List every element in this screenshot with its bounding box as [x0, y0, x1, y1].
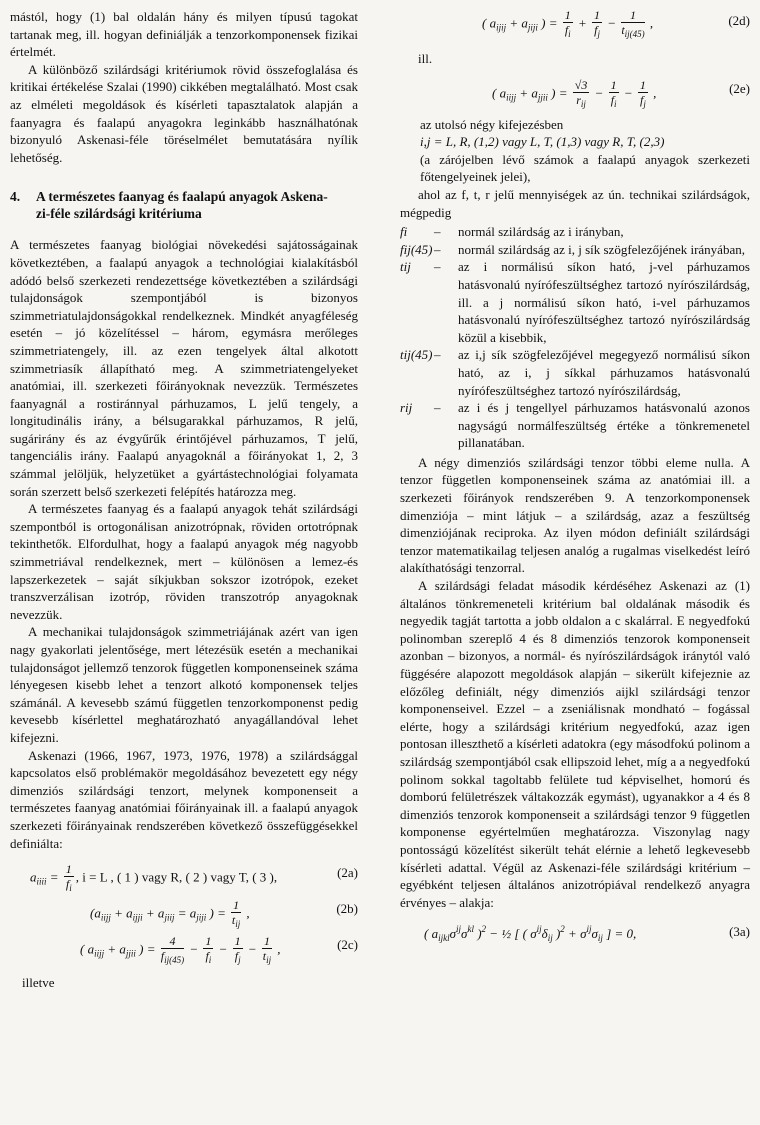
- paragraph-askenazi: Askenazi (1966, 1967, 1973, 1976, 1978) a szilárdsággal kapcsolatos első problémakör megoldásához bevezetett egy négy dimenziós szilárdsági tenzort, melynek komponenseit a természetes faanyag anatómiai főirányainak ill. a faalapú anyagok szerkezeti főirányainak rendszerében következő összefüggésekkel definiálta:: [10, 747, 358, 851]
- equation-2b-tag: (2b): [336, 901, 358, 917]
- definition-row: fi – normál szilárdság az i irányban,: [400, 223, 750, 241]
- paragraph-second-question: A szilárdsági feladat második kérdéséhez Askenazi az (1) általános tönkremeneteli kritérium bal oldalának második és negyedik tagját tartotta a jobb oldalon a c skalárral. E negyedfokú polinomban szereplő 4 és 8 dimenziós tenzorok komponenseit azonban – bizonyos, a normál- és nyírószilárdságok iránytól való függésére alapozott megoldások alapján – sikerült kifejeznie az előzőleg definiált, négy dimenziós aijkl szilárdsági tenzor komponenseivel. Ezzel – a zseniálisnak mondható – fogással elérte, hogy a szilárdsági kritérium negyedfokú, azaz igen pontosan illeszthető a kísérleti adatokra (egy másodfokú polinom a szilárdság szempontjából csak ellipszoid lehet, míg a a negyedfokú polinom sokkal tagoltabb felülete tud képviselhet, homorú és domború felületrészek váltakozzák egymást), ugyanakkor a 4 és 8 dimenziós tenzorok komponenseit a szilárdsági tenzor 9 független komponense egyértelműen meghatározza. Viszonylag nagy pontosságú közelítést sikerült tehát elérnie a lehető legkevesebb kísérleti adattal. Végül az Askenazi-féle szilárdsági kritérium – egyébként teljesen általános anizotrópiával rendelkező anyagra érvényes – alakja:: [400, 578, 750, 910]
- section-heading: [10, 188, 358, 222]
- definition-symbol: rij: [400, 400, 413, 416]
- definition-text: normál szilárdság az i, j sík szögfelezőjének irányában,: [458, 241, 745, 257]
- equation-3a-tag: (3a): [729, 924, 750, 940]
- equation-2d-tag: (2d): [728, 13, 750, 28]
- definition-row: rij – az i és j tengellyel párhuzamos hatásvonalú azonos nagyságú normálfeszültség értéke a tönkremenetel pillanatában.: [400, 400, 750, 451]
- definition-text: az i normálisú síkon ható, j-vel párhuzamos hatásvonalú nyírófeszültséghez tartozó nyírószilárdság, ill. a j normálisú síkon ható, i-vel párhuzamos hatásvonalú nyírófeszültséghez tartozó nyírószilárdság közül a kisebbik,: [458, 259, 750, 345]
- equation-2a: $a_{iiii}$ = $\frac{1}{f_i}$ , i = L , ( 1 ) vagy R, ( 2 ) vagy T, ( 3 ), (2a): [30, 862, 358, 894]
- right-column: [400, 8, 750, 953]
- equation-2a-tag: (2a): [337, 865, 358, 881]
- equation-2e: ( $a_{iijj} + a_{jjii}$ ) = $\frac{√3}{r_{ij}}$ − $\frac{1}{f_i}$ − $\frac{1}{f_j}$ , (2e): [492, 77, 750, 109]
- equation-2a-conditions: i = L , ( 1 ) vagy R, ( 2 ) vagy T, ( 3 ),: [82, 869, 278, 885]
- equation-2e-tag: (2e): [729, 80, 750, 96]
- definition-text: az i,j sík szögfelezőjével megegyező normálisú síkon ható, az i, j síkkal párhuzamos hatásvonalú nyírófeszültséghez tartozó nyírószilárdság,: [458, 347, 750, 398]
- equation-3a: ( $a_{ijkl}\sigma^{ij}\sigma^{kl}$ )$^2$ − ½ [ ( $\sigma^{ij}\delta_{ij}$ )$^2 + \sigma^{ij}\sigma_{ij}$ ] = 0, (3a): [424, 924, 750, 944]
- definition-text: normál szilárdság az i irányban,: [458, 224, 624, 240]
- definition-symbol: fij(45): [400, 241, 433, 257]
- equation-2c: ( $a_{iijj} + a_{jjii}$ ) = $\frac{4}{f_{ij(45)}}$ − $\frac{1}{f_i}$ − $\frac{1}{f_j}$ − $\frac{1}{t_{ij}}$ , (2c): [80, 934, 358, 966]
- where-text: ahol az f, t, r jelű mennyiségek az ún. technikai szilárdságok, mégpedig: [400, 186, 750, 220]
- definition-symbol: tij: [400, 259, 411, 275]
- equation-2c-tag: (2c): [337, 937, 358, 953]
- last-four-text: az utolsó négy kifejezésben: [420, 116, 564, 132]
- left-column: [10, 8, 358, 992]
- section-number: 4.: [10, 189, 21, 205]
- definition-row: fij(45) – normál szilárdság az i, j sík szögfelezőjének irányában,: [400, 241, 750, 259]
- definition-list: [400, 223, 750, 452]
- paren-note: (a zárójelben lévő számok a faalapú anyagok szerkezeti főtengelyeinek jelei),: [420, 151, 750, 185]
- ij-definition: i,j = L, R, (1,2) vagy L, T, (1,3) vagy R, T, (2,3): [420, 134, 665, 150]
- ill-text: ill.: [418, 51, 433, 66]
- paragraph-szalai: A különböző szilárdsági kritériumok rövid összefoglalása és kritikai értékelése Szalai (1990) cikkében megtalálható. Most csak az elméleti megoldások és kísérleti tapasztalatok alapján a faanyagra és faalapú anyagokra leginkább használhatónak bizonyuló Askenasi-féle töréselmélet bemutatására nyílik lehetőség.: [10, 61, 358, 165]
- paragraph-orthotropic: A természetes faanyag és a faalapú anyagok tehát szilárdsági szempontból is ortogonálisan anizotrópnak, röviden ortotrópnak tekinthetők. Elfordulhat, hogy a faalapú anyagok még nagyobb szimmetriával rendelkeznek, mert – különösen a lemez-és lapszerkezetek – saját síkjukban sokszor izotrópok, ezeket transzverzálisan izotróp, röviden transzotróp anyagoknak nevezzük.: [10, 501, 358, 622]
- section-heading-line1: A természetes faanyag és faalapú anyagok Askena-: [36, 189, 328, 205]
- equation-2d: ( $a_{ijij} + a_{jiji}$ ) = $\frac{1}{f_i}$ + $\frac{1}{f_j}$ − $\frac{1}{t_{ij(45)}}$ , (2d): [482, 8, 750, 39]
- definition-text: az i és j tengellyel párhuzamos hatásvonalú azonos nagyságú normálfeszültség értéke a tönkremenetel pillanatában.: [458, 400, 750, 451]
- definition-symbol: fi: [400, 224, 408, 240]
- paragraph-mechanical: A mechanikai tulajdonságok szimmetriájának azért van igen nagy gyakorlati jelentősége, mert létezésük esetén a mechanikai tulajdonságot jellemző tenzorok független komponenseinek száma lényegesen kisebb lehet a tenzort alkotó komponensek teljes számánál. A kevesebb számú független tenzorkomponenst pedig kevesebb kísérlettel meghatározható anyagállandóval lehet kifejezni.: [10, 624, 358, 745]
- definition-row: tij – az i normálisú síkon ható, j-vel párhuzamos hatásvonalú nyírófeszültséghez tartozó nyírószilárdság, ill. a j normálisú síkon ható, i-vel párhuzamos hatásvonalú nyírófeszültséghez tartozó nyírószilárdság közül a kisebbik,: [400, 259, 750, 345]
- definition-symbol: tij(45): [400, 347, 433, 363]
- section-heading-line2: zi-féle szilárdsági kritériuma: [36, 206, 202, 222]
- illetve-text: illetve: [22, 975, 55, 991]
- equation-2b: ($a_{iijj} + a_{ijji} + a_{jiij} = a_{jiji}$ ) = $\frac{1}{t_{ij}}$ , (2b): [90, 898, 358, 930]
- definition-row: tij(45) – az i,j sík szögfelezőjével megegyező normálisú síkon ható, az i, j síkkal párhuzamos hatásvonalú nyírófeszültséghez tartozó nyírószilárdság,: [400, 347, 750, 398]
- paragraph-natural-wood: A természetes faanyag biológiai növekedési sajátosságainak következtében, a faalapú anyagok a technológiai kialakításból adódó belső szerkezeti rendezettsége következtében a szilárdsági tulajdonságok szempontjából is bizonyos szimmetriatulajdonságokkal rendelkeznek. Mindkét anyagféleség esetén – jó közelítéssel – három, egymásra merőleges szimmetriatengely, ill. az ezen tengelyek által alkotott szimmetriasík állapítható meg. A szimmetriatengelyeket anatómiai, ill. szerkezeti főirányoknak nevezzük. Természetes faanyagnál a rostiránnyal párhuzamos, L jelű tengely, a longitudinális irány, a bélsugarakkal párhuzamos, R jelű, sugárirány és az évgyűrűk érintőjével párhuzamos, T jelű, tangenciális irány. Faalapú anyagoknál a főirányokat 1, 2, 3 számmal jelöljük, helyzetüket a gyártástechnológiai folyamata során szerzett belső szerkezeti felépítés határozza meg.: [10, 237, 358, 499]
- intro-paragraph: mástól, hogy (1) bal oldalán hány és milyen típusú tagokat tartanak meg, ill. hogyan definiálják a tenzorkomponensek fizikai értelmét.: [10, 9, 358, 60]
- paragraph-four-dim: A négy dimenziós szilárdsági tenzor többi eleme nulla. A tenzor független komponenseinek száma az anatómiai ill. a szerkezeti főirányok rendszerében 9. A tenzorkomponensek dimenziója – mint látjuk – a szilárdság, azaz a feszültség dimenziójának reciproka. Az ilyen módon definiált szilárdsági tenzor matematikailag teljesen analóg a rugalmas viselkedést leíró alakíthatósági tenzorral.: [400, 454, 750, 576]
